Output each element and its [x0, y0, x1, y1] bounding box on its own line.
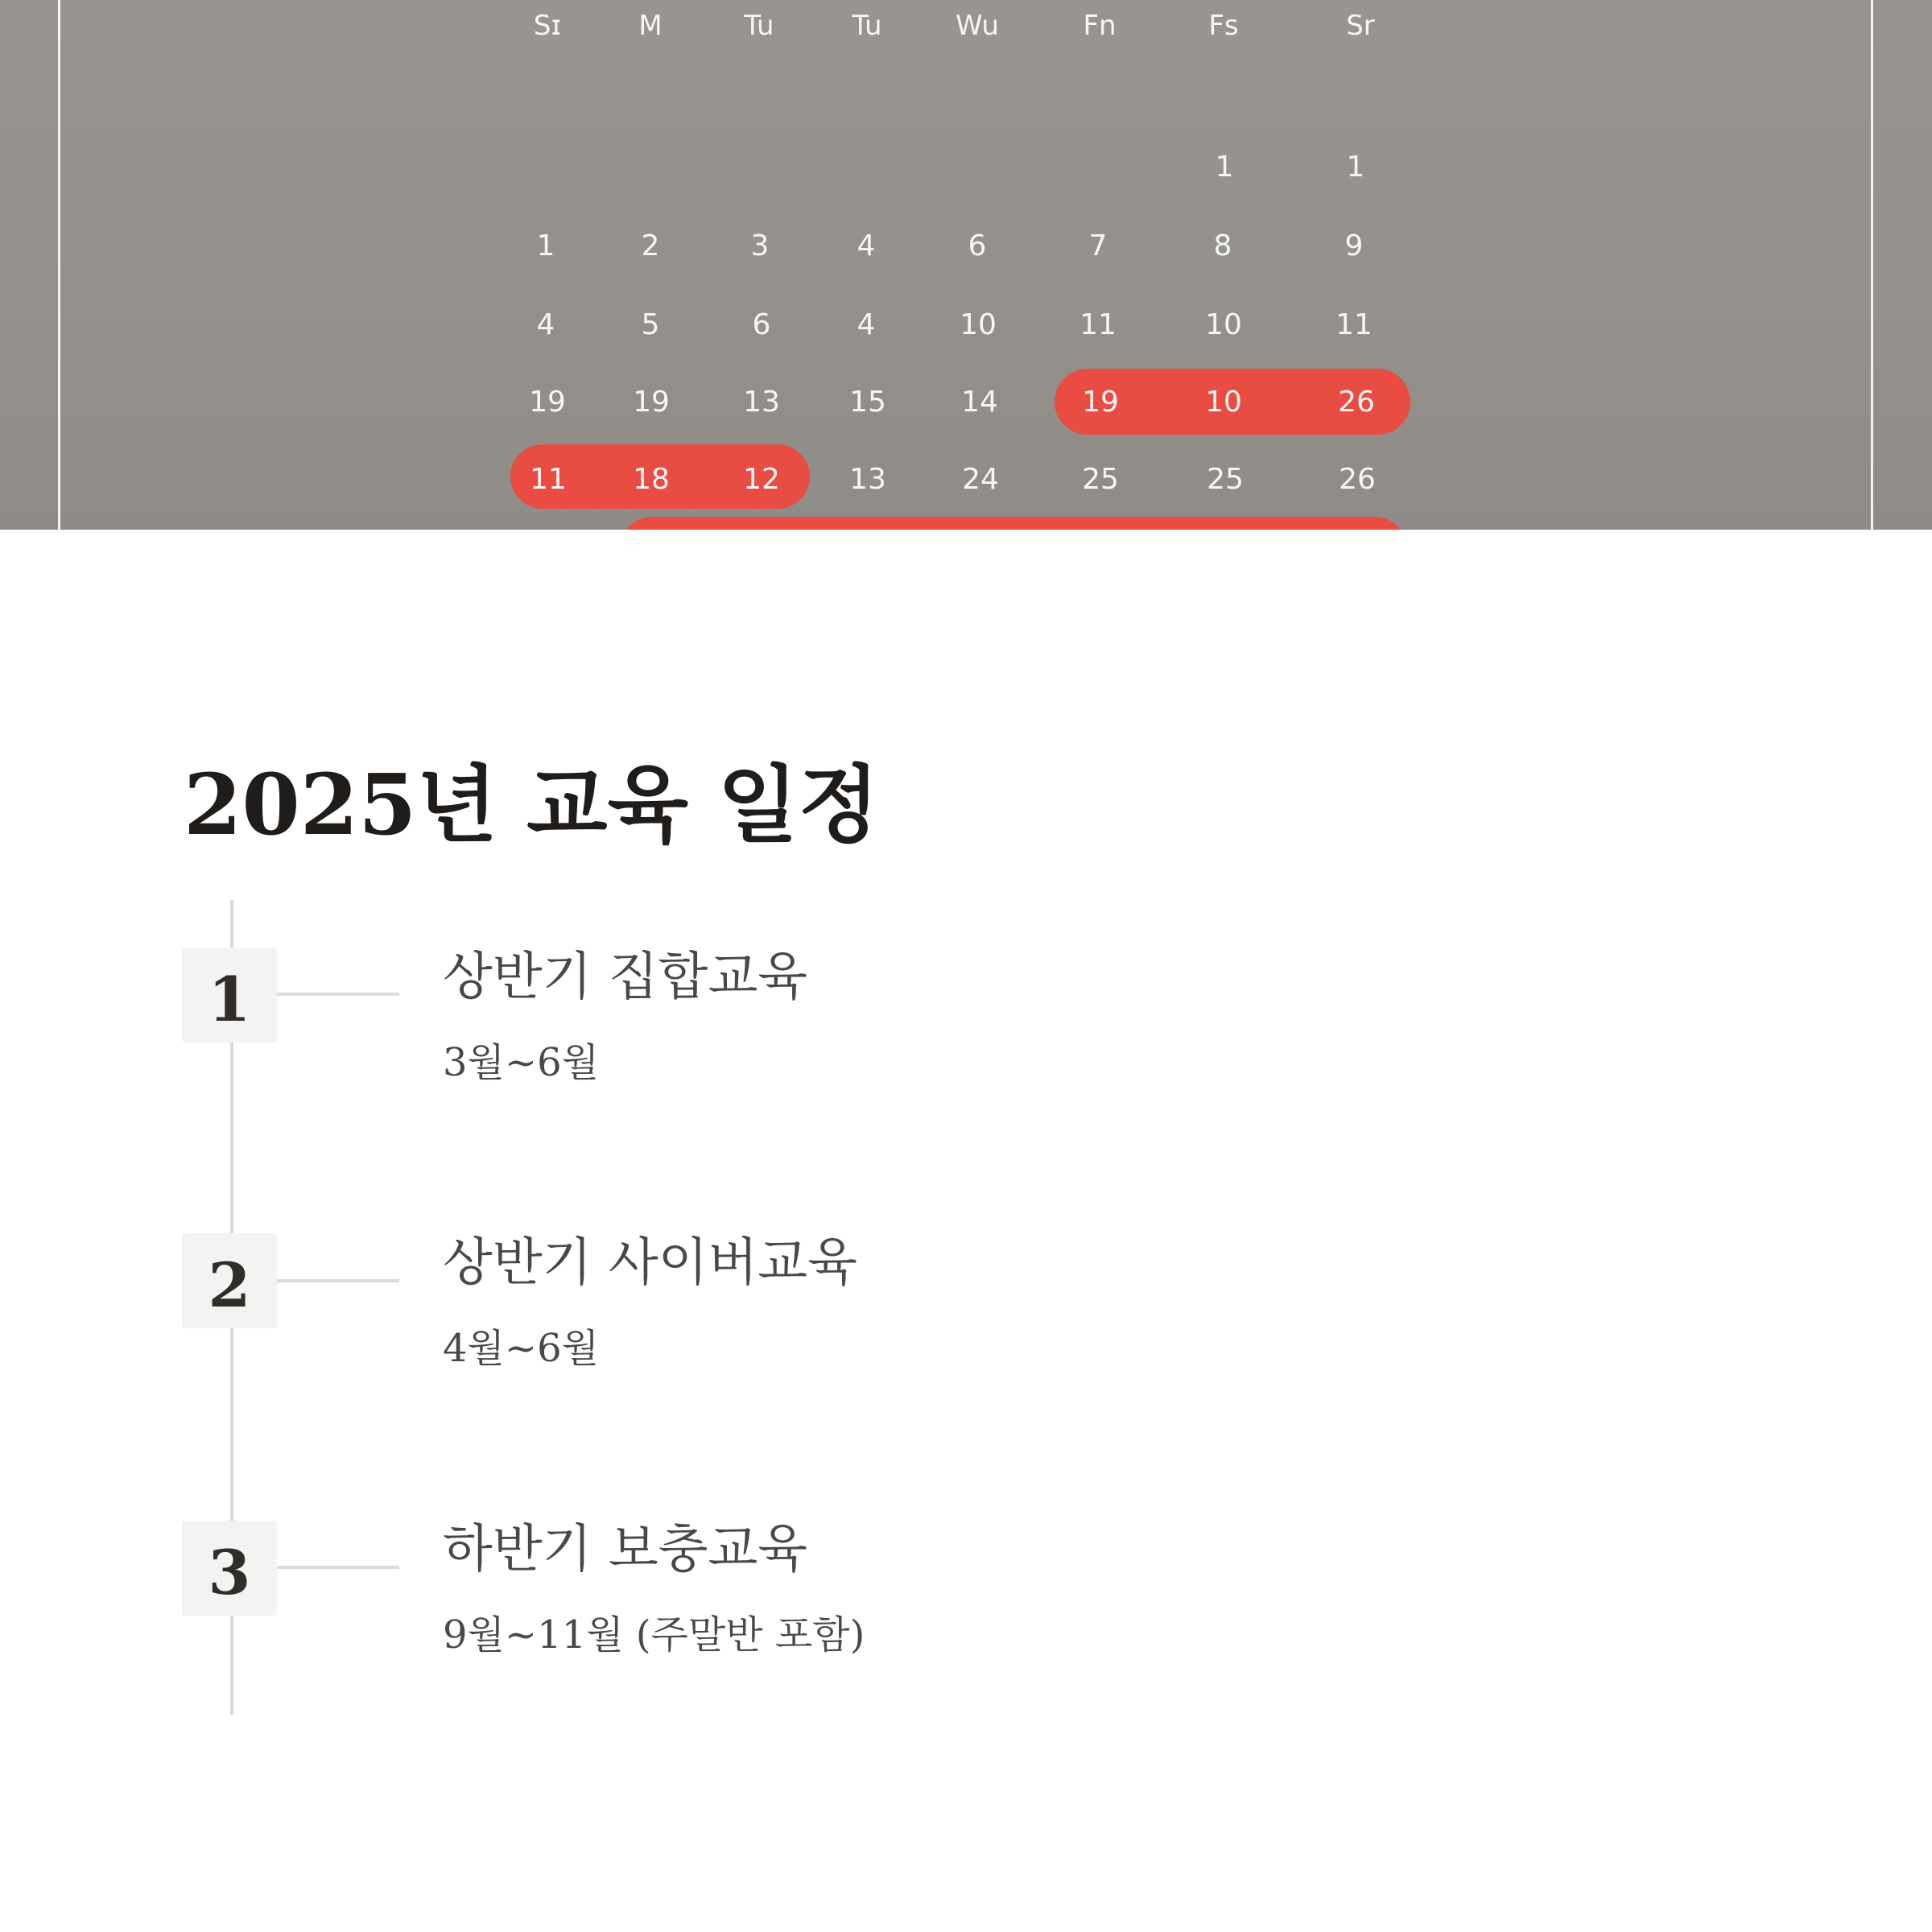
calendar-day: 10 — [1205, 386, 1242, 419]
calendar-day: 7 — [1088, 229, 1108, 262]
step-number: 1 — [208, 964, 251, 1035]
step-period: 4월~6월 — [443, 1326, 600, 1371]
calendar-day: 1 — [536, 229, 555, 262]
calendar-day: 6 — [968, 229, 987, 262]
weekday-header: Wu — [956, 10, 999, 42]
calendar-day: 18 — [633, 463, 670, 496]
calendar-day: 13 — [743, 386, 780, 419]
step-connector — [277, 1566, 399, 1569]
step-number: 2 — [208, 1249, 251, 1321]
calendar-day: 9 — [1344, 229, 1364, 262]
calendar-day: 26 — [1338, 386, 1375, 419]
weekday-header: Fn — [1083, 10, 1117, 42]
weekday-header: Sr — [1346, 10, 1375, 42]
calendar-image — [0, 0, 1932, 530]
calendar-day: 25 — [1082, 463, 1119, 496]
calendar-day: 10 — [1205, 308, 1242, 341]
highlight-range-week6 — [620, 517, 1407, 530]
calendar-day: 15 — [849, 386, 886, 419]
calendar-day: 13 — [849, 463, 886, 496]
step-title: 상반기 사이버교육 — [443, 1233, 857, 1293]
step-period: 9월~11월 (주말반 포함) — [443, 1612, 865, 1657]
step-connector — [277, 993, 399, 996]
calendar-day: 1 — [1215, 151, 1234, 184]
frame-right-border — [1871, 0, 1873, 530]
step-number-badge — [182, 1521, 277, 1616]
weekday-header: M — [638, 10, 663, 42]
calendar-day: 1 — [1346, 151, 1365, 184]
calendar-day: 11 — [530, 463, 567, 496]
weekday-header: Sɪ — [533, 10, 562, 42]
weekday-header: Fs — [1208, 10, 1239, 42]
calendar-day: 10 — [960, 308, 997, 341]
step-title: 하반기 보충교육 — [443, 1520, 808, 1579]
calendar-day: 8 — [1213, 229, 1232, 262]
calendar-day: 19 — [633, 386, 670, 419]
calendar-day: 26 — [1339, 463, 1376, 496]
calendar-day: 24 — [962, 463, 999, 496]
step-number-badge — [182, 947, 277, 1042]
step-connector — [277, 1279, 399, 1282]
calendar-day: 19 — [1082, 386, 1119, 419]
calendar-day: 11 — [1335, 308, 1373, 341]
calendar-day: 4 — [857, 308, 876, 341]
step-period: 3월~6월 — [443, 1040, 600, 1085]
calendar-day: 12 — [743, 463, 780, 496]
calendar-day: 2 — [641, 229, 660, 262]
weekday-header: Tu — [744, 10, 774, 42]
frame-left-border — [58, 0, 60, 530]
step-number: 3 — [208, 1537, 251, 1608]
calendar-day: 3 — [750, 229, 770, 262]
calendar-day: 4 — [857, 229, 876, 262]
calendar-day: 14 — [961, 386, 998, 419]
calendar-day: 4 — [536, 308, 555, 341]
calendar-day: 5 — [641, 308, 660, 341]
step-title: 상반기 집합교육 — [443, 947, 808, 1007]
calendar-day: 11 — [1080, 308, 1117, 341]
calendar-day: 25 — [1207, 463, 1244, 496]
calendar-day: 19 — [529, 386, 566, 419]
weekday-header: Tu — [852, 10, 882, 42]
calendar-day: 6 — [752, 308, 771, 341]
step-number-badge — [182, 1233, 277, 1328]
section-title: 2025년 교육 일정 — [184, 755, 880, 854]
